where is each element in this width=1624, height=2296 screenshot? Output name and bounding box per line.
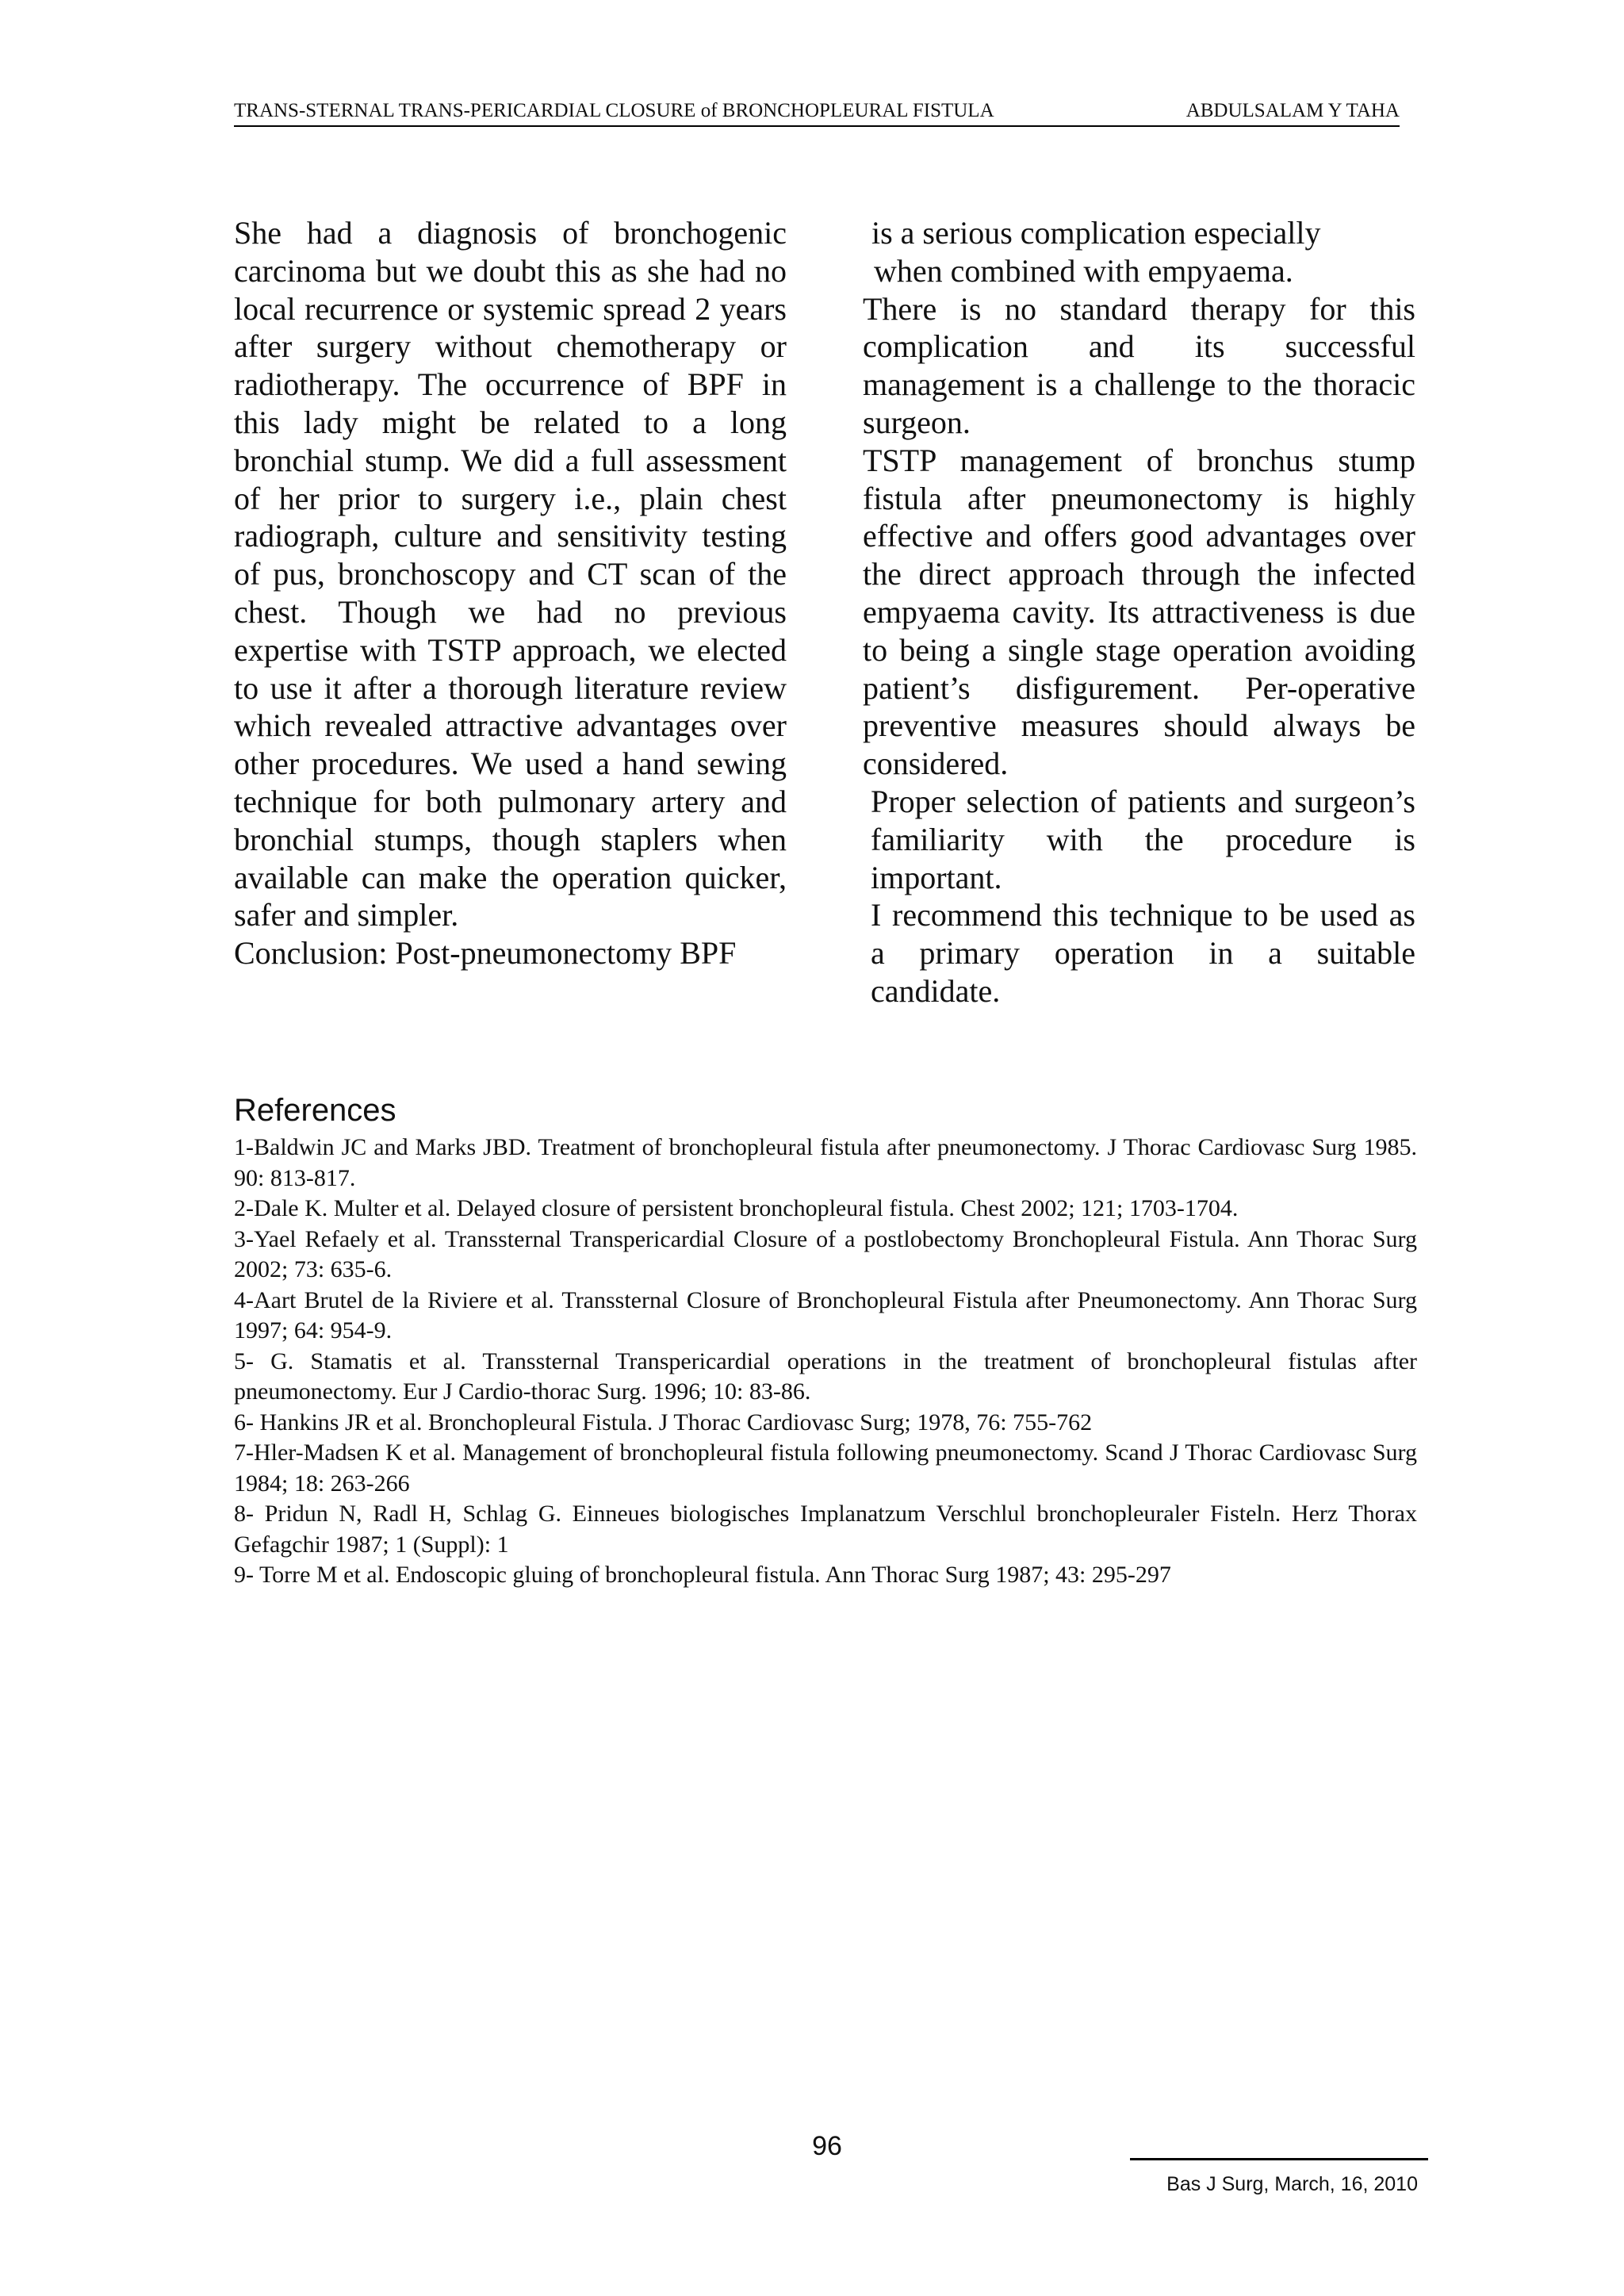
- references-list: [234, 1133, 1417, 1591]
- body-paragraph-no-standard-therapy: There is no standard therapy for this complication and its successful management is a challenge to the thoracic surgeon.: [863, 290, 1415, 440]
- conclusion-continued-line-2: when combined with empyaema.: [874, 252, 1293, 289]
- reference-item: 4-Aart Brutel de la Riviere et al. Transsternal Closure of Bronchopleural Fistula after Pneumonectomy. Ann Thorac Surg 1997; 64: 954-9.: [234, 1286, 1417, 1343]
- journal-citation: Bas J Surg, March, 16, 2010: [1166, 2173, 1418, 2195]
- reference-item: 3-Yael Refaely et al. Transsternal Transpericardial Closure of a postlobectomy Bronchopleural Fistula. Ann Thorac Surg 2002; 73: 635-6.: [234, 1225, 1417, 1282]
- footer-divider: [1130, 2158, 1428, 2160]
- page-number: 96: [812, 2131, 842, 2161]
- left-column: [234, 214, 787, 972]
- reference-item: 7-Hler-Madsen K et al. Management of bronchopleural fistula following pneumonectomy. Scand J Thorac Cardiovasc Surg 1984; 18: 263-266: [234, 1439, 1417, 1497]
- running-header: [234, 97, 1400, 127]
- reference-item: 6- Hankins JR et al. Bronchopleural Fistula. J Thorac Cardiovasc Surg; 1978, 76: 755-762: [234, 1409, 1093, 1435]
- reference-item: 8- Pridun N, Radl H, Schlag G. Einneues biologisches Implanatzum Verschlul bronchopleuraler Fisteln. Herz Thorax Gefagchir 1987; 1 (Suppl): 1: [234, 1501, 1417, 1558]
- references-heading: References: [234, 1093, 396, 1128]
- reference-item: 2-Dale K. Multer et al. Delayed closure of persistent bronchopleural fistula. Chest 2002; 121; 1703-1704.: [234, 1195, 1239, 1221]
- conclusion-continued-line-1: is a serious complication especially: [871, 215, 1321, 251]
- body-paragraph-recommendation: I recommend this technique to be used as a primary operation in a suitable candidate.: [871, 897, 1415, 1009]
- body-paragraph-discussion: She had a diagnosis of bronchogenic carcinoma but we doubt this as she had no local recurrence or systemic spread 2 years after surgery without chemotherapy or radiotherapy. The occurrence of BPF in this lady might be related to a long bronchial stump. We did a full assessment of her prior to surgery i.e., plain chest radiograph, culture and sensitivity testing of pus, bronchoscopy and CT scan of the chest. Though we had no previous expertise with TSTP approach, we elected to use it after a thorough literature review which revealed attractive advantages over other procedures. We used a hand sewing technique for both pulmonary artery and bronchial stumps, though staplers when available can make the operation quicker, safer and simpler.: [234, 215, 787, 933]
- reference-item: 5- G. Stamatis et al. Transsternal Transpericardial operations in the treatment of bronchopleural fistulas after pneumonectomy. Eur J Cardio-thorac Surg. 1996; 10: 83-86.: [234, 1347, 1417, 1405]
- body-paragraph-tstp-management: TSTP management of bronchus stump fistula after pneumonectomy is highly effective and offers good advantages over the direct approach through the infected empyaema cavity. Its attractiveness is due to being a single stage operation avoiding patient’s disfigurement. Per-operative preventive measures should always be considered.: [863, 442, 1415, 782]
- running-header-title: TRANS-STERNAL TRANS-PERICARDIAL CLOSURE of BRONCHOPLEURAL FISTULA: [234, 100, 994, 121]
- body-paragraph-patient-selection: Proper selection of patients and surgeon’s familiarity with the procedure is important.: [871, 783, 1415, 895]
- reference-item: 9- Torre M et al. Endoscopic gluing of bronchopleural fistula. Ann Thorac Surg 1987; 43: 295-297: [234, 1562, 1171, 1588]
- running-header-author: ABDULSALAM Y TAHA: [1185, 100, 1400, 121]
- conclusion-start: Conclusion: Post-pneumonectomy BPF: [234, 935, 737, 972]
- reference-item: 1-Baldwin JC and Marks JBD. Treatment of bronchopleural fistula after pneumonectomy. J Thorac Cardiovasc Surg 1985. 90: 813-817.: [234, 1134, 1417, 1191]
- right-column: [863, 214, 1415, 1010]
